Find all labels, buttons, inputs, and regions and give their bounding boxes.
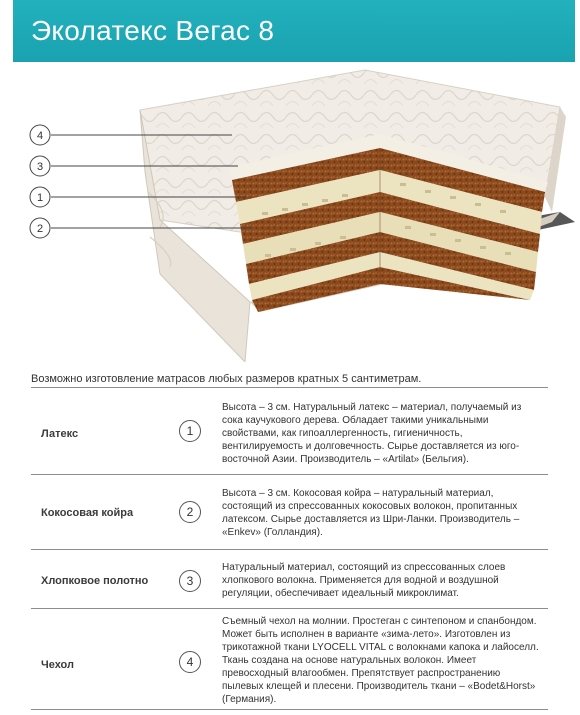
layer-description: Высота – 3 см. Натуральный латекс – материал, получаемый из сока каучукового дерева. Обладает такими уникальными свойствами, как гипоаллергенность, гигиеничность, вентилируемость и долговечность. Сырье доставляется из юго-восточной Азии. Производитель – «Artilat» (Бельгия). (222, 402, 522, 465)
layer-name: Кокосовая койра (41, 507, 134, 519)
callout-label: 3 (36, 161, 44, 173)
mattress-cutaway-illustration (0, 62, 580, 362)
layer-name: Латекс (41, 428, 79, 440)
layer-number-badge: 1 (179, 420, 201, 442)
callout-3 (30, 156, 50, 176)
spec-row-cotton (31, 549, 548, 608)
callout-1 (30, 187, 50, 207)
callout-label: 4 (36, 130, 44, 142)
title-banner (13, 0, 575, 62)
spec-row-latex (31, 387, 548, 474)
spec-row-cover (31, 608, 548, 710)
layer-number-badge: 4 (179, 651, 201, 673)
callout-2 (30, 218, 50, 238)
layer-description: Высота – 3 см. Кокосовая койра – натуральный материал, состоящий из спрессованных кокосовых волокон, пропитанных латексом. Сырье доставляется из Шри-Ланки. Производитель – «Enkev» (Голландия). (222, 488, 520, 538)
sizes-caption: Возможно изготовление матрасов любых размеров кратных 5 сантиметрам. (31, 373, 422, 385)
callout-label: 2 (36, 223, 44, 235)
layer-name: Хлопковое полотно (41, 575, 149, 587)
layers-spec-table (31, 387, 548, 710)
layer-description: Натуральный материал, состоящий из спрессованных слоев хлопкового волокна. Применяется для водной и воздушной регуляции, обеспечивает идеальный микроклимат. (222, 562, 506, 599)
callout-label: 1 (36, 192, 44, 204)
page-title: Эколатекс Вегас 8 (31, 15, 275, 46)
layer-name: Чехол (41, 659, 74, 671)
layer-number-badge: 2 (179, 501, 201, 523)
spec-row-coir (31, 474, 548, 549)
layer-number-badge: 3 (179, 570, 201, 592)
layer-description: Съемный чехол на молнии. Простеган с синтепоном и спанбондом. Может быть исполнен в варианте «зима-лето». Изготовлен из трикотажной ткани LYOCELL VITAL с волокнами капока и лайоселл. Ткань создана на основе натуральных волокон. Имеет превосходный влагообмен. Препятствует распространению пылевых клещей и плесени. Производитель ткани – «Bodet&Horst» (Германия). (222, 616, 539, 705)
callout-4 (30, 125, 50, 145)
